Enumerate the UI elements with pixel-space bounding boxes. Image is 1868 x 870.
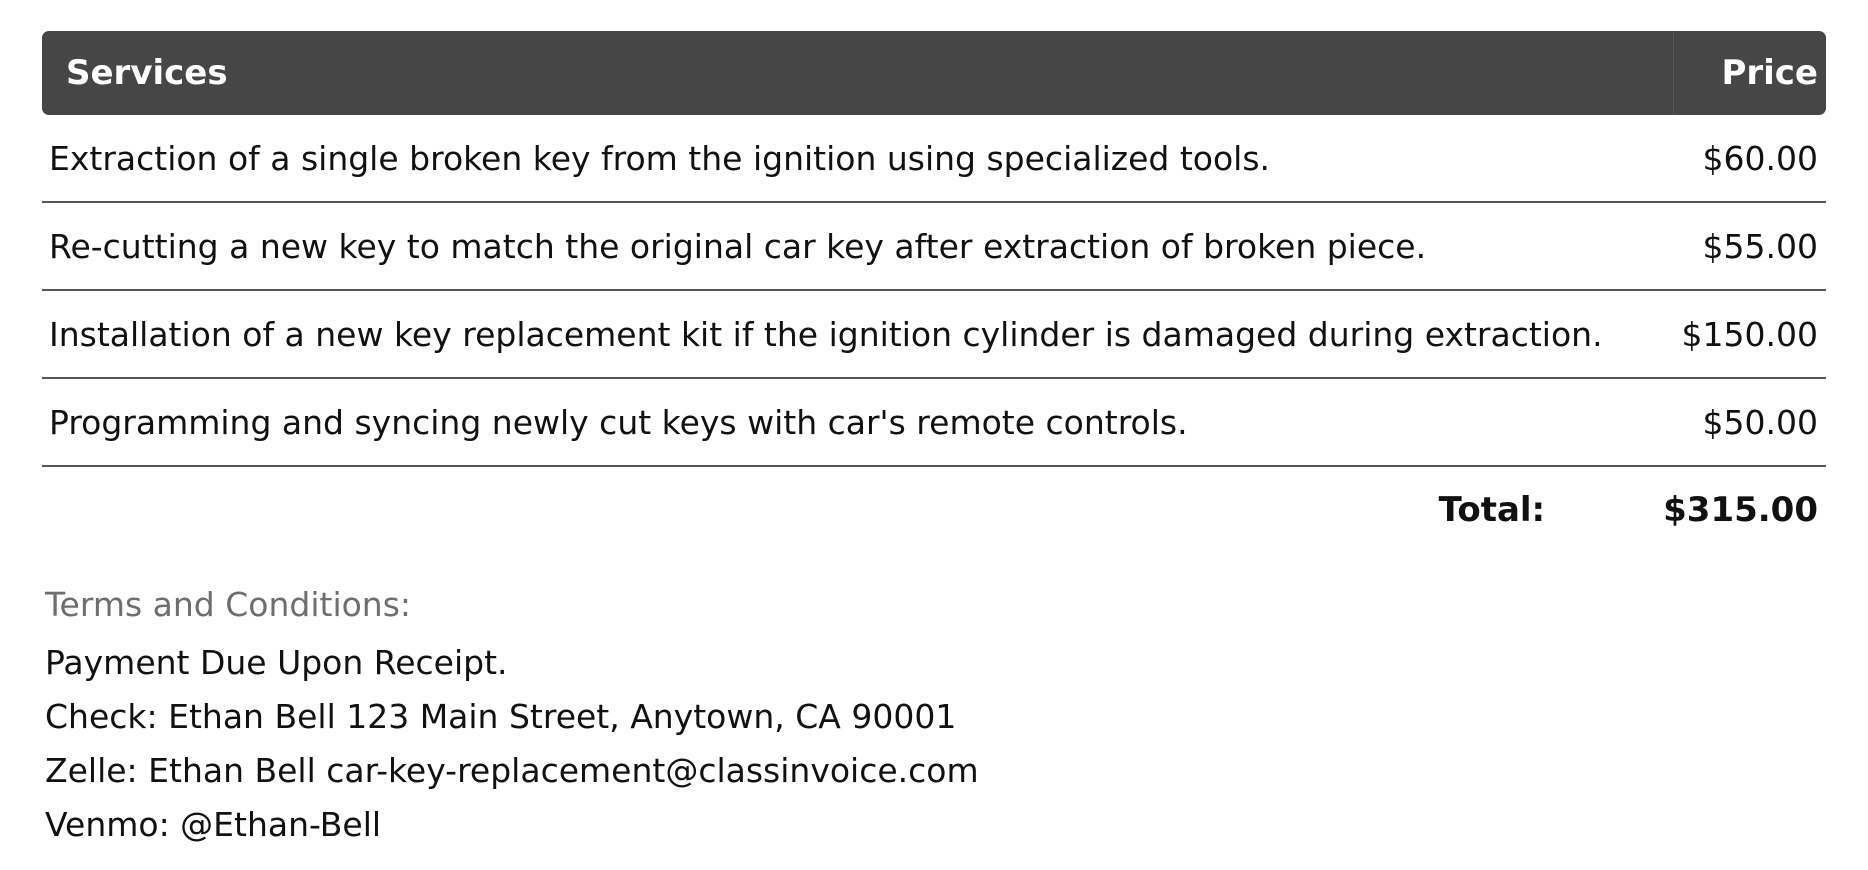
terms-title: Terms and Conditions: xyxy=(45,585,412,624)
terms-venmo: Venmo: @Ethan-Bell xyxy=(45,805,382,844)
header-price xyxy=(1674,31,1826,115)
table-row xyxy=(42,291,1826,379)
service-description: Installation of a new key replacement kit if the ignition cylinder is damaged during extraction. xyxy=(49,314,1603,354)
terms-check: Check: Ethan Bell 123 Main Street, Anytown, CA 90001 xyxy=(45,697,957,736)
services-table xyxy=(42,31,1826,553)
service-price: $150.00 xyxy=(1681,314,1818,354)
service-price: $50.00 xyxy=(1702,402,1818,442)
service-description: Programming and syncing newly cut keys with car's remote controls. xyxy=(49,402,1188,442)
terms-section xyxy=(45,582,979,852)
header-services-label: Services xyxy=(66,53,228,93)
service-description: Re-cutting a new key to match the original car key after extraction of broken piece. xyxy=(49,226,1427,266)
table-row xyxy=(42,203,1826,291)
table-row xyxy=(42,115,1826,203)
total-row xyxy=(42,467,1826,553)
terms-payment-due: Payment Due Upon Receipt. xyxy=(45,643,508,682)
service-price: $60.00 xyxy=(1702,138,1818,178)
header-services xyxy=(42,31,1674,115)
terms-zelle: Zelle: Ethan Bell car-key-replacement@classinvoice.com xyxy=(45,751,979,790)
table-row xyxy=(42,379,1826,467)
total-value: $315.00 xyxy=(1663,490,1818,530)
total-label: Total: xyxy=(1438,490,1546,530)
service-description: Extraction of a single broken key from the ignition using specialized tools. xyxy=(49,138,1271,178)
header-price-label: Price xyxy=(1721,53,1818,93)
service-price: $55.00 xyxy=(1702,226,1818,266)
table-header xyxy=(42,31,1826,115)
